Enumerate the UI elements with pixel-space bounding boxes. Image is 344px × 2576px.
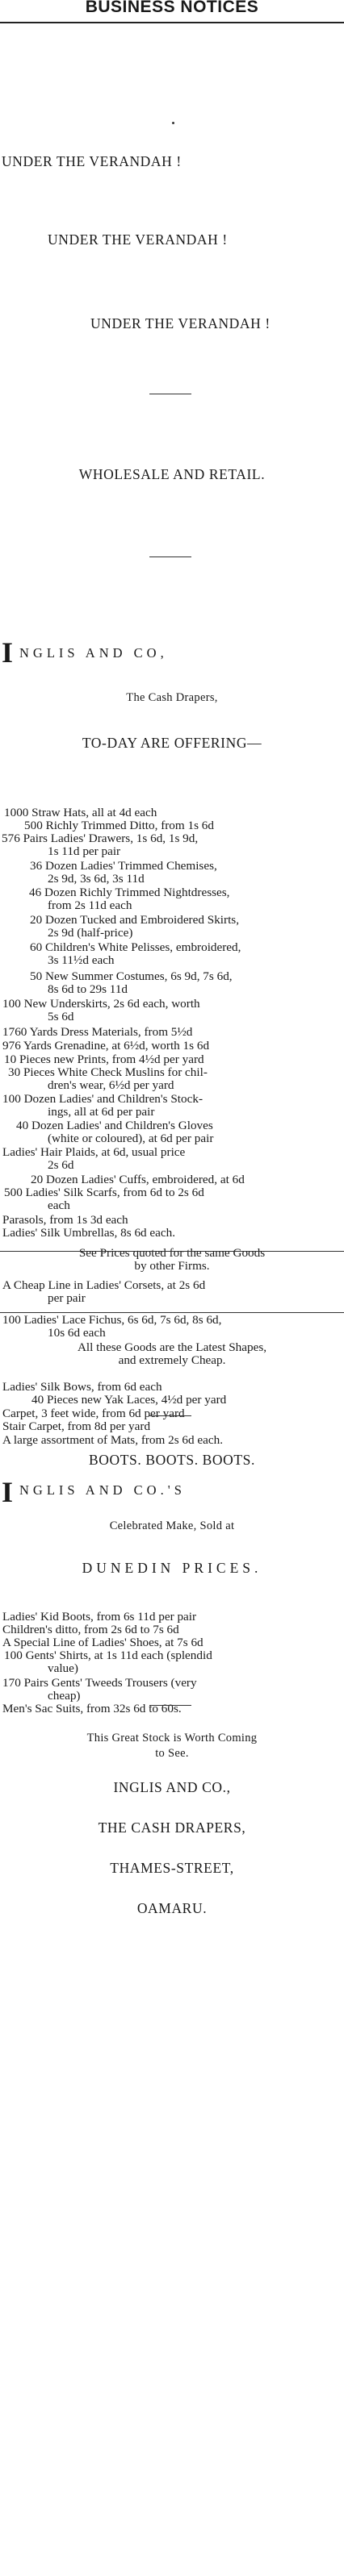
goods-line: 2s 9d, 3s 6d, 3s 11d (48, 872, 145, 886)
divider (149, 556, 191, 557)
divider (0, 1251, 344, 1252)
goods-line: from 2s 11d each (48, 898, 132, 912)
section-title: BUSINESS NOTICES (85, 0, 259, 16)
goods-line: 20 Dozen Tucked and Embroidered Skirts, (30, 913, 239, 927)
verandah-line-2: UNDER THE VERANDAH ! (48, 231, 228, 248)
goods-line: 10s 6d each (48, 1326, 106, 1340)
goods-line: 8s 6d to 29s 11d (48, 982, 128, 996)
footer-street: THAMES-STREET, (110, 1860, 234, 1876)
wholesale-heading: WHOLESALE AND RETAIL. (78, 466, 266, 482)
goods-line: 40 Dozen Ladies' and Children's Gloves (16, 1119, 213, 1132)
great-stock-line-1: This Great Stock is Worth Coming (86, 1732, 258, 1744)
boots-heading: BOOTS. BOOTS. BOOTS. (89, 1452, 255, 1468)
boots-line: 100 Gents' Shirts, at 1s 11d each (splendid (4, 1649, 212, 1662)
great-stock-line-2: to See. (155, 1747, 189, 1760)
goods-line: 36 Dozen Ladies' Trimmed Chemises, (30, 859, 217, 873)
boots-line: cheap) (48, 1689, 81, 1703)
goods-line: 20 Dozen Ladies' Cuffs, embroidered, at 6d (31, 1173, 245, 1186)
verandah-line-1: UNDER THE VERANDAH ! (2, 153, 182, 169)
boots-line: 170 Pairs Gents' Tweeds Trousers (very (2, 1676, 197, 1690)
goods-line: each (48, 1198, 70, 1212)
goods-line: 100 Ladies' Lace Fichus, 6s 6d, 7s 6d, 8s 6d, (2, 1313, 222, 1327)
goods-line: and extremely Cheap. (118, 1353, 226, 1367)
goods-line: 10 Pieces new Prints, from 4½d per yard (4, 1052, 204, 1066)
firm-name: NGLIS AND CO, (19, 645, 168, 661)
goods-line: 1760 Yards Dress Materials, from 5½d (2, 1025, 193, 1039)
divider (149, 1415, 191, 1416)
boots-line: Children's ditto, from 2s 6d to 7s 6d (2, 1623, 179, 1636)
goods-line: 100 Dozen Ladies' and Children's Stock- (2, 1092, 203, 1106)
dunedin-heading: DUNEDIN PRICES. (82, 1560, 262, 1576)
footer-firm: INGLIS AND CO., (113, 1779, 231, 1795)
celebrated-line: Celebrated Make, Sold at (109, 1519, 235, 1532)
goods-line: 1s 11d per pair (48, 844, 121, 858)
goods-line: 5s 6d (48, 1010, 74, 1023)
goods-line: 976 Yards Grenadine, at 6½d, worth 1s 6d (2, 1039, 210, 1052)
goods-line: (white or coloured), at 6d per pair (48, 1132, 214, 1145)
goods-line: Stair Carpet, from 8d per yard (2, 1419, 151, 1433)
goods-line: Ladies' Silk Umbrellas, 8s 6d each. (2, 1226, 176, 1240)
goods-line: 2s 6d (48, 1158, 74, 1172)
divider (149, 1705, 191, 1706)
goods-line: 50 New Summer Costumes, 6s 9d, 7s 6d, (30, 969, 233, 983)
boots-line: Ladies' Kid Boots, from 6s 11d per pair (2, 1610, 197, 1624)
footer-drapers: THE CASH DRAPERS, (98, 1819, 246, 1836)
goods-line: 500 Ladies' Silk Scarfs, from 6d to 2s 6d (4, 1186, 204, 1199)
goods-line: 3s 11½d each (48, 953, 115, 967)
goods-line: 30 Pieces White Check Muslins for chil- (8, 1065, 208, 1079)
goods-line: All these Goods are the Latest Shapes, (77, 1340, 267, 1354)
boots-line: A Special Line of Ladies' Shoes, at 7s 6d (2, 1636, 203, 1649)
goods-line: 60 Children's White Pelisses, embroidered, (30, 940, 241, 954)
divider (0, 1312, 344, 1313)
goods-line: A large assortment of Mats, from 2s 6d each. (2, 1433, 224, 1447)
goods-line: A Cheap Line in Ladies' Corsets, at 2s 6d (2, 1278, 206, 1292)
goods-line: 100 New Underskirts, 2s 6d each, worth (2, 997, 200, 1011)
goods-line: dren's wear, 6½d per yard (48, 1078, 174, 1092)
goods-line: 1000 Straw Hats, all at 4d each (4, 806, 157, 819)
offering-heading: TO-DAY ARE OFFERING— (82, 735, 262, 751)
ornament-dot (172, 122, 174, 124)
goods-line: Ladies' Silk Bows, from 6d each (2, 1380, 162, 1394)
goods-line: Carpet, 3 feet wide, from 6d per yard (2, 1407, 185, 1420)
goods-line: by other Firms. (134, 1259, 210, 1273)
goods-line: ings, all at 6d per pair (48, 1105, 155, 1119)
goods-line: 576 Pairs Ladies' Drawers, 1s 6d, 1s 9d, (2, 832, 199, 845)
boots-line: value) (48, 1661, 78, 1675)
goods-line: See Prices quoted for the same Goods (78, 1246, 266, 1260)
goods-line: Parasols, from 1s 3d each (2, 1213, 128, 1227)
boots-line: Men's Sac Suits, from 32s 6d to 60s. (2, 1702, 182, 1715)
goods-line: Ladies' Hair Plaids, at 6d, usual price (2, 1145, 186, 1159)
goods-line: 2s 9d (half-price) (48, 926, 133, 940)
goods-line: 500 Richly Trimmed Ditto, from 1s 6d (24, 819, 214, 832)
firm-dropcap: I (2, 636, 14, 669)
firm-subtitle: The Cash Drapers, (126, 691, 218, 704)
goods-line: 46 Dozen Richly Trimmed Nightdresses, (29, 886, 230, 899)
firm2-name: NGLIS AND CO.'S (19, 1482, 186, 1498)
verandah-line-3: UNDER THE VERANDAH ! (90, 315, 271, 331)
goods-line: 40 Pieces new Yak Laces, 4½d per yard (31, 1393, 227, 1407)
footer-town: OAMARU. (136, 1900, 208, 1916)
firm2-dropcap: I (2, 1476, 14, 1508)
goods-line: per pair (48, 1291, 86, 1305)
